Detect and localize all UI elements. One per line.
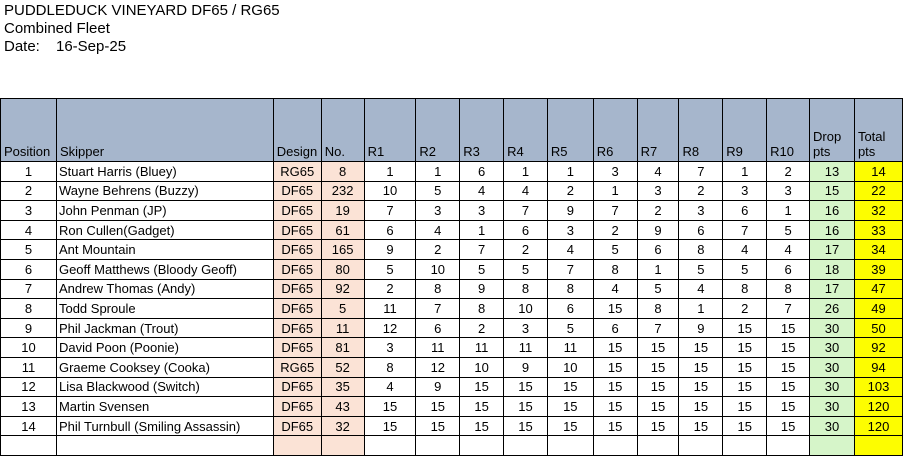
race-8-cell: 7 bbox=[679, 162, 723, 182]
race-8-cell: 15 bbox=[679, 357, 723, 377]
race-7-cell: 1 bbox=[637, 259, 679, 279]
race-7-cell: 7 bbox=[637, 318, 679, 338]
skipper-cell: David Poon (Poonie) bbox=[56, 338, 273, 358]
race-1-cell: 10 bbox=[364, 181, 416, 201]
position-cell: 6 bbox=[1, 259, 57, 279]
race-1-cell: 6 bbox=[364, 220, 416, 240]
race-7-cell: 8 bbox=[637, 299, 679, 319]
race-5-cell: 5 bbox=[547, 318, 593, 338]
col-header-r7: R7 bbox=[637, 99, 679, 162]
race-8-cell: 15 bbox=[679, 377, 723, 397]
position-cell: 8 bbox=[1, 299, 57, 319]
race-7-cell: 15 bbox=[637, 377, 679, 397]
race-3-cell bbox=[460, 436, 504, 456]
race-10-cell: 15 bbox=[767, 416, 810, 436]
col-header-r2: R2 bbox=[416, 99, 460, 162]
race-1-cell: 8 bbox=[364, 357, 416, 377]
race-5-cell: 4 bbox=[547, 240, 593, 260]
race-3-cell: 9 bbox=[460, 279, 504, 299]
design-cell: DF65 bbox=[273, 259, 321, 279]
race-9-cell: 2 bbox=[723, 299, 767, 319]
design-cell: DF65 bbox=[273, 397, 321, 417]
col-header-skipper: Skipper bbox=[56, 99, 273, 162]
race-5-cell: 1 bbox=[547, 162, 593, 182]
drop-pts-cell: 17 bbox=[810, 279, 855, 299]
drop-pts-cell: 30 bbox=[810, 416, 855, 436]
total-pts-cell: 47 bbox=[854, 279, 902, 299]
race-7-cell: 15 bbox=[637, 416, 679, 436]
total-pts-cell: 22 bbox=[854, 181, 902, 201]
race-1-cell: 4 bbox=[364, 377, 416, 397]
drop-pts-cell: 16 bbox=[810, 220, 855, 240]
design-cell: DF65 bbox=[273, 318, 321, 338]
race-3-cell: 15 bbox=[460, 377, 504, 397]
race-3-cell: 1 bbox=[460, 220, 504, 240]
skipper-cell: Martin Svensen bbox=[56, 397, 273, 417]
race-6-cell: 5 bbox=[593, 240, 637, 260]
design-cell: DF65 bbox=[273, 201, 321, 221]
race-4-cell: 5 bbox=[504, 259, 548, 279]
race-8-cell: 3 bbox=[679, 201, 723, 221]
design-cell: RG65 bbox=[273, 357, 321, 377]
total-pts-cell: 32 bbox=[854, 201, 902, 221]
skipper-cell: Geoff Matthews (Bloody Geoff) bbox=[56, 259, 273, 279]
skipper-cell: Stuart Harris (Bluey) bbox=[56, 162, 273, 182]
position-cell: 1 bbox=[1, 162, 57, 182]
table-row bbox=[1, 397, 903, 417]
race-7-cell: 4 bbox=[637, 162, 679, 182]
design-cell: DF65 bbox=[273, 377, 321, 397]
sail-number-cell: 35 bbox=[321, 377, 364, 397]
sail-number-cell: 232 bbox=[321, 181, 364, 201]
skipper-cell: Phil Turnbull (Smiling Assassin) bbox=[56, 416, 273, 436]
race-9-cell: 6 bbox=[723, 201, 767, 221]
race-3-cell: 6 bbox=[460, 162, 504, 182]
col-header-drop-pts: Drop pts bbox=[810, 99, 855, 162]
drop-pts-cell: 30 bbox=[810, 377, 855, 397]
position-cell: 14 bbox=[1, 416, 57, 436]
race-1-cell: 12 bbox=[364, 318, 416, 338]
race-10-cell: 15 bbox=[767, 397, 810, 417]
race-1-cell: 2 bbox=[364, 279, 416, 299]
race-4-cell: 10 bbox=[504, 299, 548, 319]
skipper-cell: Ron Cullen(Gadget) bbox=[56, 220, 273, 240]
race-6-cell: 15 bbox=[593, 299, 637, 319]
race-8-cell: 8 bbox=[679, 240, 723, 260]
design-cell: DF65 bbox=[273, 279, 321, 299]
race-8-cell: 15 bbox=[679, 397, 723, 417]
table-row bbox=[1, 240, 903, 260]
race-2-cell: 6 bbox=[416, 318, 460, 338]
race-5-cell: 11 bbox=[547, 338, 593, 358]
race-6-cell: 7 bbox=[593, 201, 637, 221]
fleet-subtitle: Combined Fleet bbox=[4, 20, 110, 37]
position-cell: 11 bbox=[1, 357, 57, 377]
position-cell: 13 bbox=[1, 397, 57, 417]
race-6-cell bbox=[593, 436, 637, 456]
race-2-cell: 15 bbox=[416, 397, 460, 417]
race-5-cell: 9 bbox=[547, 201, 593, 221]
race-8-cell: 5 bbox=[679, 259, 723, 279]
race-2-cell: 9 bbox=[416, 377, 460, 397]
race-3-cell: 15 bbox=[460, 416, 504, 436]
race-6-cell: 15 bbox=[593, 397, 637, 417]
sail-number-cell: 32 bbox=[321, 416, 364, 436]
race-5-cell: 6 bbox=[547, 299, 593, 319]
col-header-r3: R3 bbox=[460, 99, 504, 162]
race-2-cell: 2 bbox=[416, 240, 460, 260]
race-9-cell: 4 bbox=[723, 240, 767, 260]
table-row-empty bbox=[1, 436, 903, 456]
race-7-cell: 9 bbox=[637, 220, 679, 240]
race-3-cell: 5 bbox=[460, 259, 504, 279]
race-10-cell: 2 bbox=[767, 162, 810, 182]
race-7-cell: 15 bbox=[637, 338, 679, 358]
race-5-cell: 7 bbox=[547, 259, 593, 279]
position-cell: 10 bbox=[1, 338, 57, 358]
race-10-cell: 15 bbox=[767, 318, 810, 338]
sail-number-cell: 80 bbox=[321, 259, 364, 279]
race-3-cell: 11 bbox=[460, 338, 504, 358]
race-2-cell: 12 bbox=[416, 357, 460, 377]
skipper-cell: John Penman (JP) bbox=[56, 201, 273, 221]
race-9-cell: 15 bbox=[723, 377, 767, 397]
race-10-cell: 15 bbox=[767, 377, 810, 397]
skipper-cell: Graeme Cooksey (Cooka) bbox=[56, 357, 273, 377]
results-body bbox=[1, 162, 903, 456]
race-2-cell: 3 bbox=[416, 201, 460, 221]
total-pts-cell: 34 bbox=[854, 240, 902, 260]
race-9-cell: 5 bbox=[723, 259, 767, 279]
design-cell bbox=[273, 436, 321, 456]
race-9-cell: 15 bbox=[723, 397, 767, 417]
race-5-cell: 15 bbox=[547, 416, 593, 436]
race-9-cell: 15 bbox=[723, 318, 767, 338]
design-cell: RG65 bbox=[273, 162, 321, 182]
table-row bbox=[1, 279, 903, 299]
col-header-r10: R10 bbox=[767, 99, 810, 162]
race-7-cell: 3 bbox=[637, 181, 679, 201]
race-9-cell: 7 bbox=[723, 220, 767, 240]
design-cell: DF65 bbox=[273, 181, 321, 201]
race-4-cell: 8 bbox=[504, 279, 548, 299]
race-4-cell: 7 bbox=[504, 201, 548, 221]
col-header-r9: R9 bbox=[723, 99, 767, 162]
race-6-cell: 15 bbox=[593, 338, 637, 358]
skipper-cell: Wayne Behrens (Buzzy) bbox=[56, 181, 273, 201]
drop-pts-cell: 26 bbox=[810, 299, 855, 319]
position-cell: 7 bbox=[1, 279, 57, 299]
race-9-cell: 1 bbox=[723, 162, 767, 182]
total-pts-cell: 92 bbox=[854, 338, 902, 358]
sheet-header bbox=[4, 2, 280, 56]
design-cell: DF65 bbox=[273, 240, 321, 260]
race-1-cell: 9 bbox=[364, 240, 416, 260]
table-row bbox=[1, 201, 903, 221]
date-row bbox=[4, 38, 280, 56]
date-value: 16-Sep-25 bbox=[56, 38, 127, 55]
race-10-cell: 1 bbox=[767, 201, 810, 221]
race-5-cell: 10 bbox=[547, 357, 593, 377]
skipper-cell: Todd Sproule bbox=[56, 299, 273, 319]
position-cell: 2 bbox=[1, 181, 57, 201]
race-6-cell: 15 bbox=[593, 416, 637, 436]
drop-pts-cell: 15 bbox=[810, 181, 855, 201]
race-8-cell: 6 bbox=[679, 220, 723, 240]
table-row bbox=[1, 338, 903, 358]
race-10-cell: 4 bbox=[767, 240, 810, 260]
race-8-cell bbox=[679, 436, 723, 456]
col-header-no: No. bbox=[321, 99, 364, 162]
race-7-cell: 2 bbox=[637, 201, 679, 221]
race-3-cell: 7 bbox=[460, 240, 504, 260]
position-cell: 4 bbox=[1, 220, 57, 240]
design-cell: DF65 bbox=[273, 416, 321, 436]
total-pts-cell bbox=[854, 436, 902, 456]
race-2-cell: 10 bbox=[416, 259, 460, 279]
race-10-cell: 5 bbox=[767, 220, 810, 240]
sail-number-cell: 11 bbox=[321, 318, 364, 338]
race-5-cell: 3 bbox=[547, 220, 593, 240]
race-1-cell: 7 bbox=[364, 201, 416, 221]
results-table bbox=[0, 98, 903, 456]
race-4-cell: 3 bbox=[504, 318, 548, 338]
drop-pts-cell: 30 bbox=[810, 318, 855, 338]
total-pts-cell: 120 bbox=[854, 416, 902, 436]
race-2-cell: 7 bbox=[416, 299, 460, 319]
race-4-cell: 2 bbox=[504, 240, 548, 260]
total-pts-cell: 33 bbox=[854, 220, 902, 240]
header-row bbox=[1, 99, 903, 162]
race-4-cell: 1 bbox=[504, 162, 548, 182]
race-2-cell: 1 bbox=[416, 162, 460, 182]
race-2-cell: 8 bbox=[416, 279, 460, 299]
race-4-cell: 11 bbox=[504, 338, 548, 358]
position-cell: 5 bbox=[1, 240, 57, 260]
race-5-cell: 8 bbox=[547, 279, 593, 299]
race-7-cell: 6 bbox=[637, 240, 679, 260]
race-1-cell: 11 bbox=[364, 299, 416, 319]
race-6-cell: 3 bbox=[593, 162, 637, 182]
race-4-cell: 15 bbox=[504, 416, 548, 436]
col-header-r5: R5 bbox=[547, 99, 593, 162]
race-10-cell: 15 bbox=[767, 357, 810, 377]
race-5-cell: 15 bbox=[547, 377, 593, 397]
race-10-cell: 8 bbox=[767, 279, 810, 299]
race-10-cell: 6 bbox=[767, 259, 810, 279]
col-header-r8: R8 bbox=[679, 99, 723, 162]
position-cell: 9 bbox=[1, 318, 57, 338]
race-8-cell: 15 bbox=[679, 338, 723, 358]
race-2-cell: 4 bbox=[416, 220, 460, 240]
sail-number-cell: 43 bbox=[321, 397, 364, 417]
total-pts-cell: 50 bbox=[854, 318, 902, 338]
race-3-cell: 15 bbox=[460, 397, 504, 417]
race-7-cell: 15 bbox=[637, 397, 679, 417]
race-3-cell: 4 bbox=[460, 181, 504, 201]
race-7-cell bbox=[637, 436, 679, 456]
position-cell: 3 bbox=[1, 201, 57, 221]
race-1-cell: 5 bbox=[364, 259, 416, 279]
race-5-cell bbox=[547, 436, 593, 456]
race-2-cell: 11 bbox=[416, 338, 460, 358]
race-3-cell: 8 bbox=[460, 299, 504, 319]
col-header-r6: R6 bbox=[593, 99, 637, 162]
table-row bbox=[1, 377, 903, 397]
table-row bbox=[1, 299, 903, 319]
race-1-cell: 15 bbox=[364, 416, 416, 436]
race-9-cell: 15 bbox=[723, 338, 767, 358]
race-7-cell: 5 bbox=[637, 279, 679, 299]
race-10-cell: 3 bbox=[767, 181, 810, 201]
skipper-cell bbox=[56, 436, 273, 456]
race-7-cell: 15 bbox=[637, 357, 679, 377]
skipper-cell: Andrew Thomas (Andy) bbox=[56, 279, 273, 299]
skipper-cell: Lisa Blackwood (Switch) bbox=[56, 377, 273, 397]
col-header-position: Position bbox=[1, 99, 57, 162]
race-8-cell: 1 bbox=[679, 299, 723, 319]
race-6-cell: 8 bbox=[593, 259, 637, 279]
race-6-cell: 6 bbox=[593, 318, 637, 338]
table-row bbox=[1, 162, 903, 182]
race-9-cell: 3 bbox=[723, 181, 767, 201]
drop-pts-cell: 30 bbox=[810, 357, 855, 377]
sail-number-cell: 19 bbox=[321, 201, 364, 221]
race-4-cell: 15 bbox=[504, 377, 548, 397]
design-cell: DF65 bbox=[273, 299, 321, 319]
race-10-cell: 7 bbox=[767, 299, 810, 319]
design-cell: DF65 bbox=[273, 338, 321, 358]
total-pts-cell: 14 bbox=[854, 162, 902, 182]
race-1-cell: 15 bbox=[364, 397, 416, 417]
race-2-cell: 15 bbox=[416, 416, 460, 436]
race-5-cell: 15 bbox=[547, 397, 593, 417]
race-9-cell: 15 bbox=[723, 416, 767, 436]
race-6-cell: 2 bbox=[593, 220, 637, 240]
race-4-cell: 6 bbox=[504, 220, 548, 240]
total-pts-cell: 103 bbox=[854, 377, 902, 397]
race-4-cell: 4 bbox=[504, 181, 548, 201]
skipper-cell: Ant Mountain bbox=[56, 240, 273, 260]
race-1-cell: 1 bbox=[364, 162, 416, 182]
total-pts-cell: 49 bbox=[854, 299, 902, 319]
col-header-r1: R1 bbox=[364, 99, 416, 162]
drop-pts-cell bbox=[810, 436, 855, 456]
sail-number-cell: 8 bbox=[321, 162, 364, 182]
race-10-cell: 15 bbox=[767, 338, 810, 358]
table-row bbox=[1, 357, 903, 377]
drop-pts-cell: 16 bbox=[810, 201, 855, 221]
race-6-cell: 4 bbox=[593, 279, 637, 299]
race-4-cell: 15 bbox=[504, 397, 548, 417]
regatta-title: PUDDLEDUCK VINEYARD DF65 / RG65 bbox=[4, 2, 280, 19]
race-3-cell: 3 bbox=[460, 201, 504, 221]
date-label: Date: bbox=[4, 38, 40, 55]
drop-pts-cell: 13 bbox=[810, 162, 855, 182]
race-2-cell: 5 bbox=[416, 181, 460, 201]
sail-number-cell: 165 bbox=[321, 240, 364, 260]
sail-number-cell: 81 bbox=[321, 338, 364, 358]
drop-pts-cell: 30 bbox=[810, 397, 855, 417]
table-row bbox=[1, 259, 903, 279]
sail-number-cell bbox=[321, 436, 364, 456]
drop-pts-cell: 18 bbox=[810, 259, 855, 279]
race-8-cell: 2 bbox=[679, 181, 723, 201]
race-4-cell: 9 bbox=[504, 357, 548, 377]
drop-pts-cell: 30 bbox=[810, 338, 855, 358]
design-cell: DF65 bbox=[273, 220, 321, 240]
race-6-cell: 15 bbox=[593, 377, 637, 397]
drop-pts-cell: 17 bbox=[810, 240, 855, 260]
sail-number-cell: 61 bbox=[321, 220, 364, 240]
sail-number-cell: 52 bbox=[321, 357, 364, 377]
race-6-cell: 15 bbox=[593, 357, 637, 377]
race-9-cell: 15 bbox=[723, 357, 767, 377]
race-3-cell: 2 bbox=[460, 318, 504, 338]
total-pts-cell: 39 bbox=[854, 259, 902, 279]
col-header-r4: R4 bbox=[504, 99, 548, 162]
race-8-cell: 9 bbox=[679, 318, 723, 338]
table-row bbox=[1, 220, 903, 240]
skipper-cell: Phil Jackman (Trout) bbox=[56, 318, 273, 338]
race-1-cell bbox=[364, 436, 416, 456]
position-cell: 12 bbox=[1, 377, 57, 397]
race-10-cell bbox=[767, 436, 810, 456]
col-header-total-pts: Total pts bbox=[854, 99, 902, 162]
table-row bbox=[1, 416, 903, 436]
table-row bbox=[1, 181, 903, 201]
race-2-cell bbox=[416, 436, 460, 456]
position-cell bbox=[1, 436, 57, 456]
race-6-cell: 1 bbox=[593, 181, 637, 201]
race-8-cell: 4 bbox=[679, 279, 723, 299]
race-8-cell: 15 bbox=[679, 416, 723, 436]
col-header-design: Design bbox=[273, 99, 321, 162]
race-1-cell: 3 bbox=[364, 338, 416, 358]
sail-number-cell: 92 bbox=[321, 279, 364, 299]
table-row bbox=[1, 318, 903, 338]
total-pts-cell: 120 bbox=[854, 397, 902, 417]
race-9-cell bbox=[723, 436, 767, 456]
total-pts-cell: 94 bbox=[854, 357, 902, 377]
race-4-cell bbox=[504, 436, 548, 456]
sail-number-cell: 5 bbox=[321, 299, 364, 319]
race-3-cell: 10 bbox=[460, 357, 504, 377]
race-9-cell: 8 bbox=[723, 279, 767, 299]
race-5-cell: 2 bbox=[547, 181, 593, 201]
